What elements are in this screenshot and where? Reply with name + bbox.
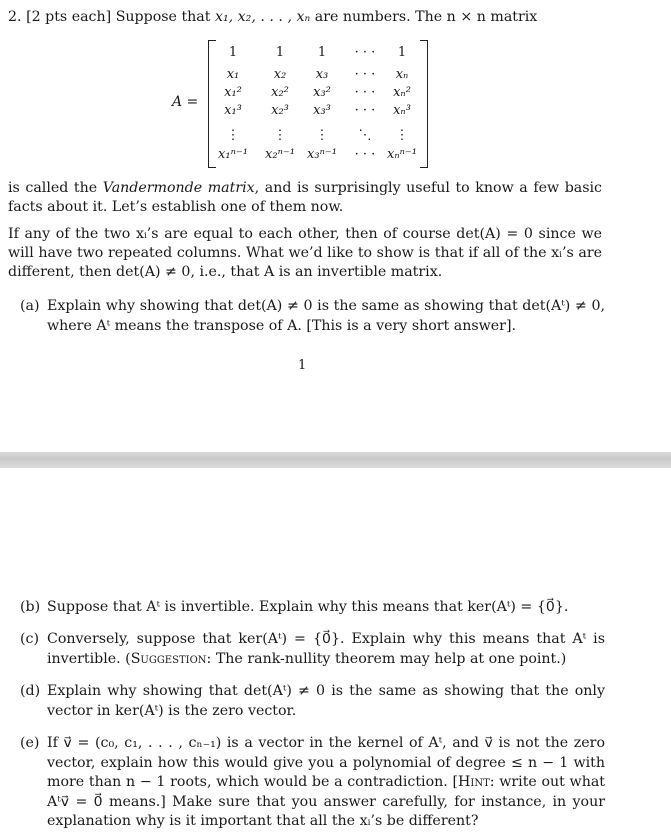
part-e-text-b: : write out what Aᵗv⃗ = 0⃗ means.] Make sure that you answer carefully, for instance, in your explanation why is it important that all the xᵢ’s be different? [47,774,606,829]
part-c-text [47,630,605,669]
matrix-cell: · · · [354,45,376,60]
part-c-text-b: : The rank-nullity theorem may help at one point.) [206,650,567,667]
matrix-cell: · · · [354,103,376,118]
part-b-label: (b) [20,599,41,615]
matrix-cell: ⋮ [226,128,240,143]
p1-emphasis: Vandermonde matrix [102,180,255,196]
part-c [20,630,605,669]
matrix-cell: x₁ [226,67,240,82]
matrix-cell: xₙ³ [393,103,411,118]
problem-points: [2 pts each] [26,9,112,25]
paragraph-1 [8,179,602,217]
problem-intro-after: are numbers. The n × n matrix [314,9,538,25]
part-e-label: (e) [20,735,40,751]
part-b-text: Suppose that Aᵗ is invertible. Explain why this means that ker(Aᵗ) = {0⃗}. [47,599,569,615]
matrix-cell: xₙ² [393,85,411,100]
part-a [20,297,605,336]
part-d-text: Explain why showing that det(Aᵗ) ≠ 0 is the same as showing that the only vector in ker(Aᵗ) is the zero vector. [47,683,605,719]
vandermonde-matrix [150,36,450,169]
part-c-label: (c) [20,631,40,647]
part-e-text-a: If v⃗ = (c₀, c₁, . . . , cₙ₋₁) is a vector in the kernel of Aᵗ, and v⃗ is not the zero vector, explain how this would give you a polynomial of degree ≤ n − 1 with more than n − 1 roots, which would be a contradiction. [ [47,735,605,790]
matrix-cell: x₂ⁿ⁻¹ [265,147,295,162]
matrix-cell: 1 [275,45,285,60]
part-c-text-a: Conversely, suppose that ker(Aᵗ) = {0⃗}. Explain why this means that Aᵗ is invertible. ( [47,631,605,667]
part-e [20,734,605,832]
page-separator [0,452,671,468]
problem-intro-vars: x₁, x₂, . . . , xₙ [214,9,311,25]
matrix-cell: 1 [397,45,407,60]
matrix-cell: x₃³ [313,103,331,118]
problem-intro-before: Suppose that [115,9,211,25]
part-c-suggestion: Suggestion [130,650,207,667]
page-2 [0,468,671,830]
problem-heading [8,8,537,27]
matrix-cell: x₁² [224,85,242,100]
matrix-cell: x₃ⁿ⁻¹ [307,147,337,162]
paragraph-2: If any of the two xᵢ’s are equal to each other, then of course det(A) = 0 since we will have two repeated columns. What we’d like to show is that if all of the xᵢ’s are different, then det(A) ≠ 0, i.e., that A is an invertible matrix. [8,226,602,280]
page-number: 1 [298,358,307,373]
matrix-cell: x₂ [273,67,287,82]
part-a-label: (a) [20,298,40,314]
p1-text-a: is called the [8,180,98,196]
matrix-cell: · · · [354,85,376,100]
part-e-text [47,734,605,832]
matrix-cell: x₂² [271,85,289,100]
matrix-cell: ⋮ [315,128,329,143]
p1-text-b: , and is surprisingly useful to know a few basic facts about it. Let’s establish one of them now. [8,180,602,215]
part-d [20,682,605,721]
matrix-lhs: A = [172,94,199,110]
part-d-label: (d) [20,683,41,699]
matrix-cell: x₃² [313,85,331,100]
matrix-cell: ⋮ [273,128,287,143]
part-e-hint: Hint [458,774,490,790]
matrix-cell: x₁³ [224,103,242,118]
matrix-cell: 1 [228,45,238,60]
matrix-cell: x₁ⁿ⁻¹ [218,147,248,162]
part-b [20,598,605,618]
matrix-cell: · · · [354,67,376,82]
part-a-text: Explain why showing that det(A) ≠ 0 is the same as showing that det(Aᵗ) ≠ 0, where Aᵗ means the transpose of A. [This is a very short answer]. [47,298,605,334]
matrix-cell: xₙⁿ⁻¹ [387,147,417,162]
matrix-cell: x₂³ [271,103,289,118]
matrix-cell: xₙ [395,67,409,82]
matrix-cell: · · · [354,147,376,162]
matrix-cell: x₃ [315,67,329,82]
matrix-cell: ⋮ [395,128,409,143]
problem-number: 2. [8,9,22,25]
matrix-cell: 1 [317,45,327,60]
matrix-cell: ⋱ [358,128,372,143]
